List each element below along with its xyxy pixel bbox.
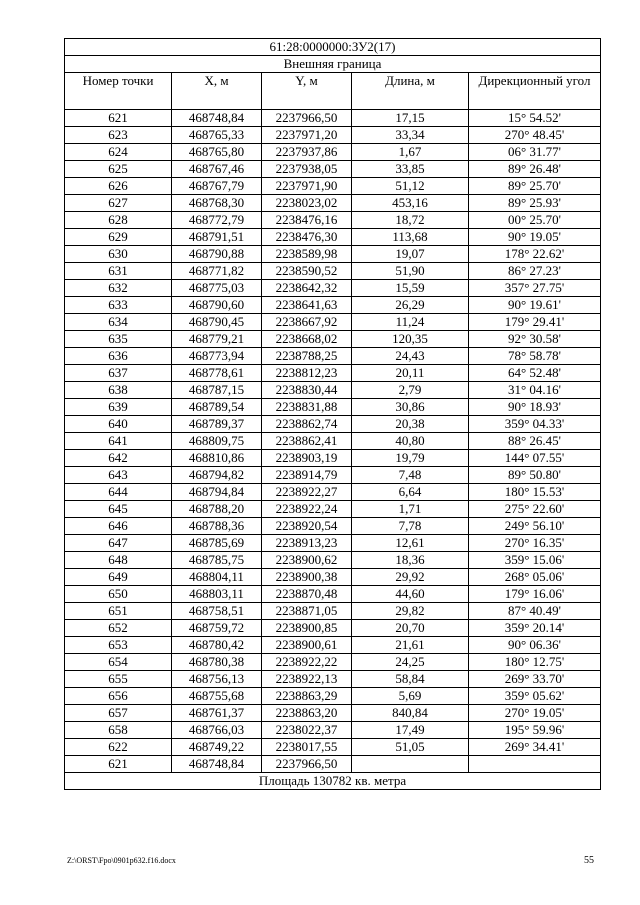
direction-angle-cell: 269° 34.41'	[469, 739, 601, 756]
direction-angle-cell: 270° 16.35'	[469, 535, 601, 552]
x-coordinate-cell: 468755,68	[172, 688, 262, 705]
y-coordinate-cell: 2238871,05	[262, 603, 352, 620]
x-coordinate-cell: 468766,03	[172, 722, 262, 739]
point-number-cell: 624	[65, 144, 172, 161]
length-cell: 120,35	[352, 331, 469, 348]
table-row	[65, 178, 601, 195]
table-row	[65, 756, 601, 773]
point-number-cell: 655	[65, 671, 172, 688]
length-cell: 30,86	[352, 399, 469, 416]
table-row	[65, 144, 601, 161]
point-number-cell: 626	[65, 178, 172, 195]
y-coordinate-cell: 2238913,23	[262, 535, 352, 552]
x-coordinate-cell: 468765,33	[172, 127, 262, 144]
table-row	[65, 569, 601, 586]
direction-angle-cell: 178° 22.62'	[469, 246, 601, 263]
x-coordinate-cell: 468772,79	[172, 212, 262, 229]
table-row	[65, 314, 601, 331]
direction-angle-cell: 270° 48.45'	[469, 127, 601, 144]
y-coordinate-cell: 2238900,62	[262, 552, 352, 569]
header-x: X, м	[172, 73, 262, 110]
y-coordinate-cell: 2238667,92	[262, 314, 352, 331]
table-row	[65, 229, 601, 246]
table-row	[65, 586, 601, 603]
y-coordinate-cell: 2238922,27	[262, 484, 352, 501]
table-row	[65, 263, 601, 280]
direction-angle-cell: 89° 25.70'	[469, 178, 601, 195]
length-cell: 26,29	[352, 297, 469, 314]
y-coordinate-cell: 2238922,24	[262, 501, 352, 518]
length-cell: 21,61	[352, 637, 469, 654]
x-coordinate-cell: 468773,94	[172, 348, 262, 365]
y-coordinate-cell: 2238022,37	[262, 722, 352, 739]
x-coordinate-cell: 468789,37	[172, 416, 262, 433]
cadastral-id: 61:28:0000000:ЗУ2(17)	[65, 39, 601, 56]
direction-angle-cell: 92° 30.58'	[469, 331, 601, 348]
point-number-cell: 632	[65, 280, 172, 297]
header-point: Номер точки	[65, 73, 172, 110]
point-number-cell: 643	[65, 467, 172, 484]
y-coordinate-cell: 2237938,05	[262, 161, 352, 178]
table-row	[65, 484, 601, 501]
x-coordinate-cell: 468767,79	[172, 178, 262, 195]
direction-angle-cell: 180° 12.75'	[469, 654, 601, 671]
header-length: Длина, м	[352, 73, 469, 110]
y-coordinate-cell: 2238900,61	[262, 637, 352, 654]
length-cell: 33,85	[352, 161, 469, 178]
y-coordinate-cell: 2238922,13	[262, 671, 352, 688]
x-coordinate-cell: 468780,42	[172, 637, 262, 654]
table-row	[65, 739, 601, 756]
y-coordinate-cell: 2238863,29	[262, 688, 352, 705]
length-cell: 33,34	[352, 127, 469, 144]
x-coordinate-cell: 468785,75	[172, 552, 262, 569]
y-coordinate-cell: 2238023,02	[262, 195, 352, 212]
y-coordinate-cell: 2237971,90	[262, 178, 352, 195]
x-coordinate-cell: 468771,82	[172, 263, 262, 280]
direction-angle-cell: 180° 15.53'	[469, 484, 601, 501]
y-coordinate-cell: 2238589,98	[262, 246, 352, 263]
x-coordinate-cell: 468765,80	[172, 144, 262, 161]
direction-angle-cell: 00° 25.70'	[469, 212, 601, 229]
length-cell: 113,68	[352, 229, 469, 246]
y-coordinate-cell: 2238831,88	[262, 399, 352, 416]
cadastral-id-row	[65, 39, 601, 56]
y-coordinate-cell: 2238642,32	[262, 280, 352, 297]
point-number-cell: 621	[65, 756, 172, 773]
length-cell: 453,16	[352, 195, 469, 212]
point-number-cell: 641	[65, 433, 172, 450]
table-row	[65, 331, 601, 348]
x-coordinate-cell: 468791,51	[172, 229, 262, 246]
x-coordinate-cell: 468748,84	[172, 110, 262, 127]
y-coordinate-cell: 2238900,38	[262, 569, 352, 586]
file-path: Z:\ORST\Fpo\0901p632.f16.docx	[67, 856, 176, 865]
length-cell: 51,05	[352, 739, 469, 756]
header-angle: Дирекционный угол	[469, 73, 601, 110]
direction-angle-cell: 357° 27.75'	[469, 280, 601, 297]
point-number-cell: 636	[65, 348, 172, 365]
x-coordinate-cell: 468780,38	[172, 654, 262, 671]
x-coordinate-cell: 468758,51	[172, 603, 262, 620]
point-number-cell: 623	[65, 127, 172, 144]
y-coordinate-cell: 2238870,48	[262, 586, 352, 603]
table-row	[65, 382, 601, 399]
point-number-cell: 629	[65, 229, 172, 246]
direction-angle-cell: 06° 31.77'	[469, 144, 601, 161]
table-row	[65, 467, 601, 484]
point-number-cell: 657	[65, 705, 172, 722]
x-coordinate-cell: 468749,22	[172, 739, 262, 756]
direction-angle-cell: 359° 15.06'	[469, 552, 601, 569]
length-cell: 29,92	[352, 569, 469, 586]
y-coordinate-cell: 2238590,52	[262, 263, 352, 280]
length-cell: 29,82	[352, 603, 469, 620]
point-number-cell: 638	[65, 382, 172, 399]
x-coordinate-cell: 468779,21	[172, 331, 262, 348]
x-coordinate-cell: 468767,46	[172, 161, 262, 178]
length-cell: 19,79	[352, 450, 469, 467]
table-row	[65, 297, 601, 314]
direction-angle-cell: 78° 58.78'	[469, 348, 601, 365]
section-row	[65, 56, 601, 73]
y-coordinate-cell: 2238862,74	[262, 416, 352, 433]
direction-angle-cell: 268° 05.06'	[469, 569, 601, 586]
area-text: Площадь 130782 кв. метра	[65, 773, 601, 790]
length-cell: 5,69	[352, 688, 469, 705]
table-row	[65, 552, 601, 569]
length-cell: 2,79	[352, 382, 469, 399]
x-coordinate-cell: 468809,75	[172, 433, 262, 450]
length-cell: 17,49	[352, 722, 469, 739]
direction-angle-cell: 64° 52.48'	[469, 365, 601, 382]
table-row	[65, 705, 601, 722]
x-coordinate-cell: 468785,69	[172, 535, 262, 552]
point-number-cell: 654	[65, 654, 172, 671]
length-cell: 40,80	[352, 433, 469, 450]
y-coordinate-cell: 2238920,54	[262, 518, 352, 535]
point-number-cell: 644	[65, 484, 172, 501]
direction-angle-cell: 89° 26.48'	[469, 161, 601, 178]
point-number-cell: 622	[65, 739, 172, 756]
direction-angle-cell: 195° 59.96'	[469, 722, 601, 739]
length-cell: 24,25	[352, 654, 469, 671]
x-coordinate-cell: 468788,36	[172, 518, 262, 535]
x-coordinate-cell: 468768,30	[172, 195, 262, 212]
y-coordinate-cell: 2237971,20	[262, 127, 352, 144]
length-cell: 24,43	[352, 348, 469, 365]
section-title: Внешняя граница	[65, 56, 601, 73]
x-coordinate-cell: 468804,11	[172, 569, 262, 586]
header-y: Y, м	[262, 73, 352, 110]
direction-angle-cell: 90° 06.36'	[469, 637, 601, 654]
point-number-cell: 627	[65, 195, 172, 212]
page-number: 55	[584, 855, 594, 866]
table-row	[65, 722, 601, 739]
length-cell	[352, 756, 469, 773]
x-coordinate-cell: 468759,72	[172, 620, 262, 637]
table-row	[65, 637, 601, 654]
y-coordinate-cell: 2238476,16	[262, 212, 352, 229]
length-cell: 6,64	[352, 484, 469, 501]
direction-angle-cell: 179° 16.06'	[469, 586, 601, 603]
x-coordinate-cell: 468761,37	[172, 705, 262, 722]
direction-angle-cell: 359° 20.14'	[469, 620, 601, 637]
table-row	[65, 399, 601, 416]
table-row	[65, 365, 601, 382]
length-cell: 20,11	[352, 365, 469, 382]
point-number-cell: 621	[65, 110, 172, 127]
point-number-cell: 647	[65, 535, 172, 552]
length-cell: 20,70	[352, 620, 469, 637]
table-row	[65, 535, 601, 552]
table-row	[65, 110, 601, 127]
table-row	[65, 195, 601, 212]
y-coordinate-cell: 2238668,02	[262, 331, 352, 348]
y-coordinate-cell: 2237966,50	[262, 110, 352, 127]
point-number-cell: 633	[65, 297, 172, 314]
length-cell: 1,67	[352, 144, 469, 161]
x-coordinate-cell: 468794,84	[172, 484, 262, 501]
table-row	[65, 416, 601, 433]
length-cell: 7,78	[352, 518, 469, 535]
length-cell: 17,15	[352, 110, 469, 127]
direction-angle-cell: 269° 33.70'	[469, 671, 601, 688]
table-row	[65, 518, 601, 535]
length-cell: 51,12	[352, 178, 469, 195]
direction-angle-cell: 88° 26.45'	[469, 433, 601, 450]
direction-angle-cell: 90° 19.61'	[469, 297, 601, 314]
table-row	[65, 688, 601, 705]
direction-angle-cell: 90° 19.05'	[469, 229, 601, 246]
point-number-cell: 648	[65, 552, 172, 569]
coordinates-table	[64, 38, 601, 790]
table-row	[65, 246, 601, 263]
x-coordinate-cell: 468756,13	[172, 671, 262, 688]
length-cell: 20,38	[352, 416, 469, 433]
table-row	[65, 212, 601, 229]
y-coordinate-cell: 2237937,86	[262, 144, 352, 161]
x-coordinate-cell: 468790,45	[172, 314, 262, 331]
x-coordinate-cell: 468787,15	[172, 382, 262, 399]
point-number-cell: 635	[65, 331, 172, 348]
point-number-cell: 656	[65, 688, 172, 705]
direction-angle-cell: 270° 19.05'	[469, 705, 601, 722]
y-coordinate-cell: 2238914,79	[262, 467, 352, 484]
y-coordinate-cell: 2238812,23	[262, 365, 352, 382]
length-cell: 18,72	[352, 212, 469, 229]
point-number-cell: 658	[65, 722, 172, 739]
point-number-cell: 640	[65, 416, 172, 433]
point-number-cell: 646	[65, 518, 172, 535]
direction-angle-cell: 179° 29.41'	[469, 314, 601, 331]
y-coordinate-cell: 2238641,63	[262, 297, 352, 314]
x-coordinate-cell: 468790,60	[172, 297, 262, 314]
length-cell: 840,84	[352, 705, 469, 722]
point-number-cell: 631	[65, 263, 172, 280]
length-cell: 18,36	[352, 552, 469, 569]
x-coordinate-cell: 468790,88	[172, 246, 262, 263]
direction-angle-cell: 15° 54.52'	[469, 110, 601, 127]
y-coordinate-cell: 2238922,22	[262, 654, 352, 671]
x-coordinate-cell: 468748,84	[172, 756, 262, 773]
point-number-cell: 634	[65, 314, 172, 331]
length-cell: 15,59	[352, 280, 469, 297]
table-row	[65, 603, 601, 620]
direction-angle-cell: 89° 25.93'	[469, 195, 601, 212]
direction-angle-cell: 249° 56.10'	[469, 518, 601, 535]
y-coordinate-cell: 2238903,19	[262, 450, 352, 467]
y-coordinate-cell: 2238830,44	[262, 382, 352, 399]
direction-angle-cell: 359° 04.33'	[469, 416, 601, 433]
table-body	[65, 110, 601, 773]
length-cell: 11,24	[352, 314, 469, 331]
table-row	[65, 161, 601, 178]
direction-angle-cell: 144° 07.55'	[469, 450, 601, 467]
direction-angle-cell: 90° 18.93'	[469, 399, 601, 416]
x-coordinate-cell: 468789,54	[172, 399, 262, 416]
point-number-cell: 651	[65, 603, 172, 620]
table-row	[65, 348, 601, 365]
length-cell: 44,60	[352, 586, 469, 603]
length-cell: 1,71	[352, 501, 469, 518]
length-cell: 7,48	[352, 467, 469, 484]
point-number-cell: 625	[65, 161, 172, 178]
table-row	[65, 280, 601, 297]
table-row	[65, 433, 601, 450]
length-cell: 12,61	[352, 535, 469, 552]
x-coordinate-cell: 468810,86	[172, 450, 262, 467]
direction-angle-cell: 275° 22.60'	[469, 501, 601, 518]
length-cell: 58,84	[352, 671, 469, 688]
length-cell: 19,07	[352, 246, 469, 263]
x-coordinate-cell: 468778,61	[172, 365, 262, 382]
area-row	[65, 773, 601, 790]
direction-angle-cell	[469, 756, 601, 773]
point-number-cell: 653	[65, 637, 172, 654]
point-number-cell: 642	[65, 450, 172, 467]
point-number-cell: 650	[65, 586, 172, 603]
table-row	[65, 620, 601, 637]
direction-angle-cell: 359° 05.62'	[469, 688, 601, 705]
x-coordinate-cell: 468803,11	[172, 586, 262, 603]
point-number-cell: 628	[65, 212, 172, 229]
table-row	[65, 450, 601, 467]
x-coordinate-cell: 468775,03	[172, 280, 262, 297]
y-coordinate-cell: 2238788,25	[262, 348, 352, 365]
point-number-cell: 637	[65, 365, 172, 382]
table-row	[65, 127, 601, 144]
table-row	[65, 671, 601, 688]
point-number-cell: 652	[65, 620, 172, 637]
point-number-cell: 630	[65, 246, 172, 263]
direction-angle-cell: 87° 40.49'	[469, 603, 601, 620]
length-cell: 51,90	[352, 263, 469, 280]
y-coordinate-cell: 2238900,85	[262, 620, 352, 637]
direction-angle-cell: 31° 04.16'	[469, 382, 601, 399]
y-coordinate-cell: 2238863,20	[262, 705, 352, 722]
y-coordinate-cell: 2238017,55	[262, 739, 352, 756]
table-row	[65, 501, 601, 518]
y-coordinate-cell: 2237966,50	[262, 756, 352, 773]
point-number-cell: 639	[65, 399, 172, 416]
y-coordinate-cell: 2238476,30	[262, 229, 352, 246]
point-number-cell: 649	[65, 569, 172, 586]
direction-angle-cell: 86° 27.23'	[469, 263, 601, 280]
point-number-cell: 645	[65, 501, 172, 518]
x-coordinate-cell: 468794,82	[172, 467, 262, 484]
direction-angle-cell: 89° 50.80'	[469, 467, 601, 484]
header-row	[65, 73, 601, 110]
table-row	[65, 654, 601, 671]
y-coordinate-cell: 2238862,41	[262, 433, 352, 450]
x-coordinate-cell: 468788,20	[172, 501, 262, 518]
